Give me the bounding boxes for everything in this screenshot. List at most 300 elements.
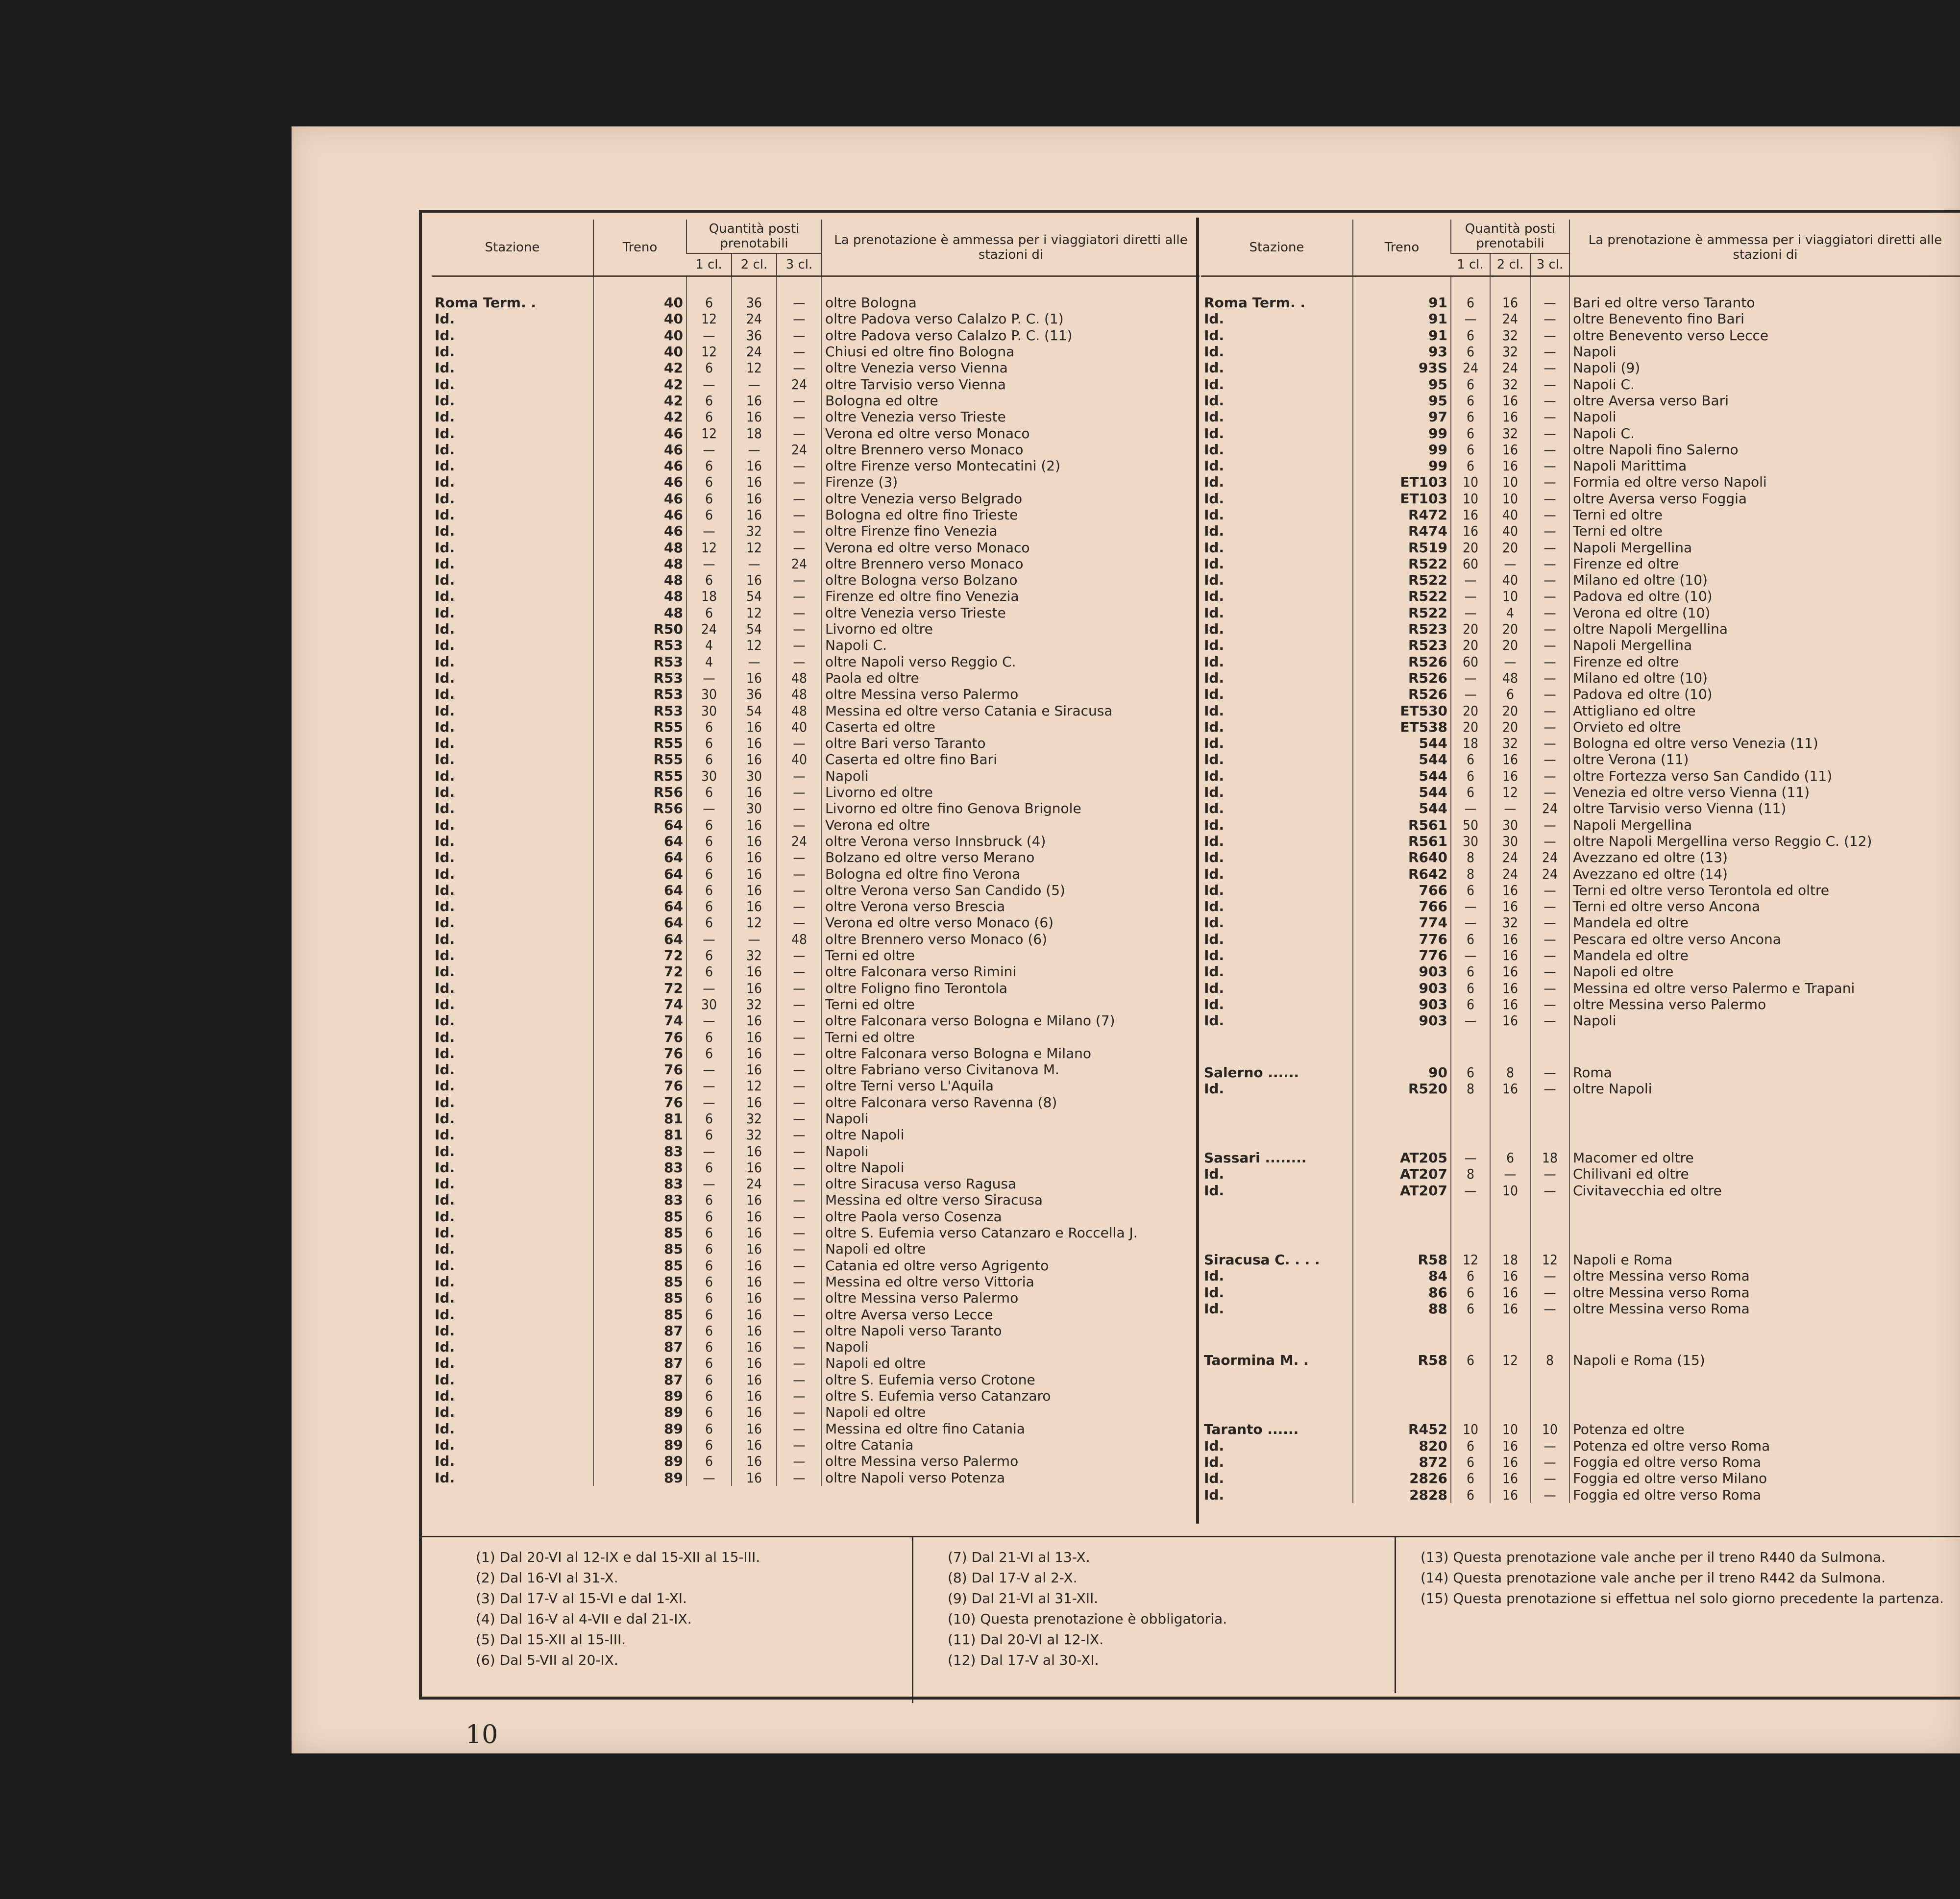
cell-class-2: 16 bbox=[732, 719, 777, 735]
table-row bbox=[432, 1437, 1200, 1453]
cell-destinazioni: oltre Tarvisio verso Vienna bbox=[822, 376, 1200, 392]
empty-cell bbox=[1201, 1029, 1353, 1046]
cell-stazione: Id. bbox=[435, 539, 455, 556]
cell-treno: 72 bbox=[593, 963, 686, 980]
cell-treno: ET538 bbox=[1353, 719, 1451, 735]
table-row bbox=[432, 1355, 1200, 1371]
cell-treno: 40 bbox=[593, 344, 686, 360]
cell-treno: 91 bbox=[1353, 311, 1451, 327]
table-row bbox=[432, 670, 1200, 686]
cell-stazione: Id. bbox=[435, 1257, 455, 1274]
cell-stazione: Id. bbox=[1204, 1080, 1225, 1097]
cell-stazione: Id. bbox=[435, 604, 455, 621]
cell-stazione: Id. bbox=[435, 360, 455, 376]
cell-treno: R526 bbox=[1353, 670, 1451, 686]
cell-class-1: 60 bbox=[1451, 654, 1490, 670]
cell-destinazioni: Napoli Mergellina bbox=[1569, 637, 1960, 653]
cell-treno: 81 bbox=[593, 1127, 686, 1143]
cell-stazione: Id. bbox=[1204, 555, 1225, 572]
empty-cell bbox=[1569, 1199, 1960, 1216]
cell-class-1: 6 bbox=[686, 1388, 732, 1404]
cell-class-3: — bbox=[1530, 670, 1569, 686]
cell-class-1: — bbox=[1451, 311, 1490, 327]
cell-treno: R53 bbox=[593, 702, 686, 718]
cell-class-3: — bbox=[1530, 605, 1569, 621]
cell-class-2: 16 bbox=[732, 833, 777, 849]
cell-stazione: Id. bbox=[1204, 441, 1225, 458]
cell-class-2: — bbox=[732, 376, 777, 392]
cell-treno: 99 bbox=[1353, 425, 1451, 441]
cell-class-2: 48 bbox=[1490, 670, 1530, 686]
table-row bbox=[1201, 474, 1960, 490]
cell-class-3: — bbox=[777, 1274, 822, 1290]
cell-class-2: 16 bbox=[1490, 980, 1530, 996]
cell-destinazioni: Bologna ed oltre verso Venezia (11) bbox=[1569, 735, 1960, 751]
table-row bbox=[432, 1208, 1200, 1225]
cell-stazione: Id. bbox=[435, 1208, 455, 1225]
cell-class-3: — bbox=[777, 1258, 822, 1274]
cell-class-1: 12 bbox=[1451, 1252, 1490, 1268]
cell-class-2: 24 bbox=[1490, 360, 1530, 376]
cell-stazione: Id. bbox=[435, 947, 455, 964]
table-row bbox=[432, 276, 1200, 311]
cell-class-1: 6 bbox=[1451, 1487, 1490, 1503]
cell-stazione: Id. bbox=[435, 996, 455, 1012]
table-row bbox=[1201, 409, 1960, 425]
cell-class-2: 20 bbox=[1490, 719, 1530, 735]
cell-treno: R561 bbox=[1353, 833, 1451, 849]
empty-cell bbox=[1490, 1216, 1530, 1234]
table-row bbox=[1201, 751, 1960, 767]
cell-stazione: Id. bbox=[435, 1290, 455, 1307]
cell-treno: R523 bbox=[1353, 637, 1451, 653]
empty-cell bbox=[1569, 1114, 1960, 1132]
cell-class-1: 8 bbox=[1451, 865, 1490, 882]
table-row bbox=[432, 1306, 1200, 1322]
table-row bbox=[432, 409, 1200, 425]
cell-class-2: 16 bbox=[732, 507, 777, 523]
cell-class-2: 16 bbox=[1490, 1268, 1530, 1284]
empty-cell bbox=[1490, 1404, 1530, 1421]
cell-class-3: — bbox=[1530, 523, 1569, 539]
cell-treno: R561 bbox=[1353, 817, 1451, 833]
cell-class-3: — bbox=[1530, 588, 1569, 604]
cell-destinazioni: Napoli Mergellina bbox=[1569, 817, 1960, 833]
cell-class-3: — bbox=[777, 1208, 822, 1225]
table-row bbox=[432, 800, 1200, 816]
cell-treno: 87 bbox=[593, 1323, 686, 1339]
cell-stazione: Id. bbox=[435, 474, 455, 491]
cell-stazione: Id. bbox=[435, 458, 455, 474]
cell-destinazioni: oltre Napoli bbox=[1569, 1081, 1960, 1097]
cell-stazione: Id. bbox=[435, 882, 455, 898]
table-row bbox=[432, 1094, 1200, 1110]
cell-class-2: 16 bbox=[1490, 996, 1530, 1012]
empty-cell bbox=[1451, 1368, 1490, 1386]
cell-stazione: Id. bbox=[1204, 392, 1225, 409]
cell-destinazioni: oltre Messina verso Palermo bbox=[1569, 996, 1960, 1012]
cell-class-3: 24 bbox=[777, 442, 822, 458]
spacer-row bbox=[1201, 1097, 1960, 1114]
cell-stazione: Id. bbox=[435, 555, 455, 572]
cell-class-3: — bbox=[777, 523, 822, 539]
cell-class-1: 8 bbox=[1451, 849, 1490, 865]
cell-treno: 46 bbox=[593, 523, 686, 539]
cell-treno: 46 bbox=[593, 507, 686, 523]
cell-class-3: — bbox=[1530, 425, 1569, 441]
cell-class-2: 32 bbox=[1490, 376, 1530, 392]
cell-class-3: — bbox=[777, 1143, 822, 1159]
cell-class-1: — bbox=[686, 931, 732, 947]
cell-class-3: — bbox=[777, 605, 822, 621]
empty-cell bbox=[1569, 1404, 1960, 1421]
cell-destinazioni: oltre Padova verso Calalzo P. C. (1) bbox=[822, 311, 1200, 327]
cell-class-3: — bbox=[777, 1061, 822, 1078]
cell-class-1: 6 bbox=[686, 784, 732, 800]
cell-class-1: 6 bbox=[1451, 784, 1490, 800]
cell-treno: 48 bbox=[593, 556, 686, 572]
page-number: 10 bbox=[466, 1720, 498, 1750]
cell-stazione: Id. bbox=[435, 1176, 455, 1192]
cell-destinazioni: Mandela ed oltre bbox=[1569, 914, 1960, 931]
cell-class-3: — bbox=[777, 276, 822, 311]
table-row bbox=[432, 1143, 1200, 1159]
cell-class-2: 16 bbox=[732, 784, 777, 800]
cell-destinazioni: oltre Venezia verso Belgrado bbox=[822, 491, 1200, 507]
table-row bbox=[432, 931, 1200, 947]
empty-cell bbox=[1451, 1029, 1490, 1046]
cell-destinazioni: Avezzano ed oltre (14) bbox=[1569, 865, 1960, 882]
table-row bbox=[1201, 1470, 1960, 1486]
table-row bbox=[1201, 425, 1960, 441]
cell-destinazioni: Chiusi ed oltre fino Bologna bbox=[822, 344, 1200, 360]
cell-class-2: 40 bbox=[1490, 572, 1530, 588]
table-row bbox=[432, 784, 1200, 800]
cell-class-3: — bbox=[777, 654, 822, 670]
cell-class-2: 12 bbox=[732, 360, 777, 376]
cell-treno: 76 bbox=[593, 1061, 686, 1078]
cell-class-1: 6 bbox=[686, 817, 732, 833]
cell-class-1: 12 bbox=[686, 425, 732, 441]
cell-destinazioni: Formia ed oltre verso Napoli bbox=[1569, 474, 1960, 490]
cell-treno: 97 bbox=[1353, 409, 1451, 425]
cell-class-3: — bbox=[1530, 1487, 1569, 1503]
cell-class-1: 6 bbox=[686, 1290, 732, 1306]
cell-class-1: 20 bbox=[1451, 539, 1490, 555]
cell-destinazioni: Napoli ed oltre bbox=[822, 1355, 1200, 1371]
cell-class-1: 6 bbox=[1451, 1438, 1490, 1454]
cell-class-3: — bbox=[1530, 1301, 1569, 1317]
cell-class-2: 20 bbox=[1490, 621, 1530, 637]
cell-class-3: — bbox=[1530, 817, 1569, 833]
cell-class-2: 18 bbox=[732, 425, 777, 441]
cell-class-2: 16 bbox=[732, 1045, 777, 1061]
cell-class-2: 16 bbox=[732, 980, 777, 996]
table-row bbox=[1201, 1183, 1960, 1199]
cell-class-1: 6 bbox=[1451, 1268, 1490, 1284]
spacer-row bbox=[1201, 1029, 1960, 1046]
cell-destinazioni: oltre Bologna verso Bolzano bbox=[822, 572, 1200, 588]
cell-class-3: — bbox=[777, 1323, 822, 1339]
cell-class-2: 16 bbox=[732, 1192, 777, 1208]
cell-destinazioni: Napoli e Roma bbox=[1569, 1252, 1960, 1268]
cell-class-2: 32 bbox=[732, 1110, 777, 1127]
cell-stazione: Id. bbox=[1204, 523, 1225, 540]
cell-destinazioni: oltre S. Eufemia verso Crotone bbox=[822, 1372, 1200, 1388]
cell-class-1: 6 bbox=[686, 1306, 732, 1322]
cell-stazione: Id. bbox=[1204, 931, 1225, 947]
cell-stazione: Id. bbox=[435, 1029, 455, 1045]
header-class-1-right: 1 cl. bbox=[1451, 253, 1490, 276]
cell-treno: 93S bbox=[1353, 360, 1451, 376]
cell-class-3: — bbox=[1530, 1454, 1569, 1470]
empty-cell bbox=[1451, 1386, 1490, 1404]
cell-treno: 40 bbox=[593, 276, 686, 311]
empty-cell bbox=[1490, 1317, 1530, 1334]
cell-class-3: — bbox=[1530, 572, 1569, 588]
cell-destinazioni: oltre Napoli verso Potenza bbox=[822, 1469, 1200, 1485]
table-row bbox=[1201, 931, 1960, 947]
empty-cell bbox=[1353, 1199, 1451, 1216]
empty-cell bbox=[1530, 1199, 1569, 1216]
cell-destinazioni: oltre Benevento fino Bari bbox=[1569, 311, 1960, 327]
table-row bbox=[432, 963, 1200, 980]
table-row bbox=[1201, 1064, 1960, 1080]
table-row bbox=[432, 1045, 1200, 1061]
empty-cell bbox=[1569, 1334, 1960, 1352]
cell-class-2: 16 bbox=[732, 1258, 777, 1274]
cell-stazione: Id. bbox=[1204, 1284, 1225, 1301]
cell-stazione: Id. bbox=[435, 653, 455, 670]
cell-destinazioni: oltre Tarvisio verso Vienna (11) bbox=[1569, 800, 1960, 816]
cell-class-3: — bbox=[1530, 751, 1569, 767]
cell-stazione: Id. bbox=[435, 914, 455, 931]
cell-destinazioni: oltre Verona (11) bbox=[1569, 751, 1960, 767]
table-row bbox=[432, 1290, 1200, 1306]
table-row bbox=[1201, 1284, 1960, 1300]
right-timetable bbox=[1201, 220, 1960, 1503]
header-posti: Quantità posti prenotabili bbox=[686, 220, 822, 253]
cell-class-3: — bbox=[777, 1241, 822, 1257]
header-class-2: 2 cl. bbox=[732, 253, 777, 276]
table-row bbox=[432, 1323, 1200, 1339]
table-row bbox=[432, 442, 1200, 458]
cell-treno: 48 bbox=[593, 572, 686, 588]
cell-class-2: 10 bbox=[1490, 491, 1530, 507]
table-row bbox=[1201, 1012, 1960, 1029]
cell-stazione: Id. bbox=[435, 931, 455, 947]
cell-destinazioni: oltre Fortezza verso San Candido (11) bbox=[1569, 768, 1960, 784]
cell-class-3: — bbox=[777, 1420, 822, 1436]
empty-cell bbox=[1451, 1317, 1490, 1334]
table-row bbox=[1201, 507, 1960, 523]
cell-destinazioni: Terni ed oltre bbox=[822, 947, 1200, 963]
cell-treno: R53 bbox=[593, 654, 686, 670]
cell-stazione: Id. bbox=[435, 409, 455, 425]
cell-class-2: 6 bbox=[1490, 686, 1530, 702]
empty-cell bbox=[1353, 1317, 1451, 1334]
cell-class-1: — bbox=[686, 1061, 732, 1078]
cell-destinazioni: Terni ed oltre verso Ancona bbox=[1569, 898, 1960, 914]
cell-class-3: — bbox=[1530, 963, 1569, 980]
cell-destinazioni: Bolzano ed oltre verso Merano bbox=[822, 849, 1200, 865]
cell-class-3: — bbox=[1530, 327, 1569, 344]
cell-class-1: 16 bbox=[1451, 523, 1490, 539]
cell-destinazioni: Mandela ed oltre bbox=[1569, 947, 1960, 963]
header-posti-right: Quantità posti prenotabili bbox=[1451, 220, 1569, 253]
cell-class-1: 20 bbox=[1451, 637, 1490, 653]
cell-treno: 99 bbox=[1353, 442, 1451, 458]
table-row bbox=[1201, 996, 1960, 1012]
table-row bbox=[432, 1078, 1200, 1094]
cell-class-1: 6 bbox=[686, 458, 732, 474]
cell-destinazioni: oltre Firenze verso Montecatini (2) bbox=[822, 458, 1200, 474]
cell-treno: 544 bbox=[1353, 735, 1451, 751]
cell-class-1: 16 bbox=[1451, 507, 1490, 523]
table-row bbox=[1201, 1352, 1960, 1368]
cell-destinazioni: Roma bbox=[1569, 1064, 1960, 1080]
cell-destinazioni: oltre S. Eufemia verso Catanzaro e Roccella J. bbox=[822, 1225, 1200, 1241]
cell-stazione: Id. bbox=[1204, 344, 1225, 360]
cell-destinazioni: Verona ed oltre verso Monaco bbox=[822, 425, 1200, 441]
cell-class-2: 16 bbox=[732, 865, 777, 882]
cell-destinazioni: Napoli ed oltre bbox=[822, 1241, 1200, 1257]
cell-stazione: Id. bbox=[1204, 784, 1225, 801]
cell-class-3: — bbox=[1530, 442, 1569, 458]
cell-class-3: — bbox=[777, 865, 822, 882]
empty-cell bbox=[1530, 1114, 1569, 1132]
table-row bbox=[1201, 588, 1960, 604]
cell-class-2: 12 bbox=[732, 914, 777, 931]
cell-class-1: — bbox=[1451, 588, 1490, 604]
cell-stazione: Id. bbox=[435, 849, 455, 866]
cell-destinazioni: oltre Fabriano verso Civitanova M. bbox=[822, 1061, 1200, 1078]
cell-stazione: Id. bbox=[1204, 409, 1225, 425]
cell-class-2: 16 bbox=[732, 1061, 777, 1078]
cell-stazione: Id. bbox=[435, 392, 455, 409]
table-row bbox=[432, 425, 1200, 441]
empty-cell bbox=[1569, 1097, 1960, 1114]
cell-stazione: Id. bbox=[435, 800, 455, 817]
cell-class-3: — bbox=[777, 1159, 822, 1176]
cell-class-2: — bbox=[732, 442, 777, 458]
cell-class-3: — bbox=[1530, 719, 1569, 735]
cell-stazione: Id. bbox=[1204, 311, 1225, 327]
cell-destinazioni: oltre Terni verso L'Aquila bbox=[822, 1078, 1200, 1094]
footnote: (12) Dal 17-V al 30-XI. bbox=[948, 1652, 1099, 1668]
cell-class-3: — bbox=[1530, 735, 1569, 751]
cell-treno: R56 bbox=[593, 800, 686, 816]
cell-destinazioni: oltre Siracusa verso Ragusa bbox=[822, 1176, 1200, 1192]
cell-treno: 86 bbox=[1353, 1284, 1451, 1300]
cell-class-2: 24 bbox=[732, 344, 777, 360]
cell-stazione: Id. bbox=[1204, 735, 1225, 752]
cell-class-2: 10 bbox=[1490, 1421, 1530, 1437]
cell-treno: R472 bbox=[1353, 507, 1451, 523]
table-row bbox=[1201, 1438, 1960, 1454]
cell-treno: AT207 bbox=[1353, 1166, 1451, 1182]
table-row bbox=[432, 393, 1200, 409]
cell-class-2: 20 bbox=[1490, 637, 1530, 653]
table-row bbox=[1201, 670, 1960, 686]
cell-class-3: — bbox=[777, 784, 822, 800]
cell-destinazioni: Macomer ed oltre bbox=[1569, 1150, 1960, 1166]
cell-class-1: 6 bbox=[686, 1453, 732, 1469]
cell-treno: 76 bbox=[593, 1045, 686, 1061]
cell-stazione: Id. bbox=[435, 833, 455, 849]
empty-cell bbox=[1569, 1368, 1960, 1386]
footnotes bbox=[422, 1536, 1960, 1703]
cell-class-2: 16 bbox=[732, 963, 777, 980]
cell-treno: 74 bbox=[593, 996, 686, 1012]
cell-treno: 544 bbox=[1353, 751, 1451, 767]
cell-class-2: 16 bbox=[732, 1469, 777, 1485]
cell-class-3: — bbox=[777, 1192, 822, 1208]
table-row bbox=[432, 360, 1200, 376]
right-table-section bbox=[1201, 220, 1960, 1503]
cell-destinazioni: Potenza ed oltre bbox=[1569, 1421, 1960, 1437]
cell-class-3: — bbox=[1530, 474, 1569, 490]
cell-treno: 76 bbox=[593, 1029, 686, 1045]
cell-class-2: 8 bbox=[1490, 1064, 1530, 1080]
cell-class-1: — bbox=[686, 556, 732, 572]
table-row bbox=[1201, 572, 1960, 588]
cell-stazione: Id. bbox=[1204, 767, 1225, 784]
cell-treno: 544 bbox=[1353, 768, 1451, 784]
empty-cell bbox=[1201, 1404, 1353, 1421]
cell-class-2: 16 bbox=[1490, 1454, 1530, 1470]
table-row bbox=[432, 768, 1200, 784]
cell-class-2: 32 bbox=[1490, 344, 1530, 360]
empty-cell bbox=[1201, 1132, 1353, 1150]
cell-class-1: 6 bbox=[1451, 458, 1490, 474]
cell-class-2: 16 bbox=[1490, 1487, 1530, 1503]
table-row bbox=[432, 1420, 1200, 1436]
cell-class-1: 6 bbox=[686, 276, 732, 311]
cell-treno: 76 bbox=[593, 1094, 686, 1110]
cell-class-1: — bbox=[686, 1143, 732, 1159]
cell-stazione: Roma Term. . bbox=[435, 295, 536, 311]
cell-treno: 46 bbox=[593, 442, 686, 458]
cell-treno: 64 bbox=[593, 865, 686, 882]
table-row bbox=[1201, 605, 1960, 621]
cell-class-3: — bbox=[1530, 882, 1569, 898]
cell-destinazioni: Avezzano ed oltre (13) bbox=[1569, 849, 1960, 865]
cell-class-2: 16 bbox=[1490, 963, 1530, 980]
cell-treno: 72 bbox=[593, 980, 686, 996]
empty-cell bbox=[1451, 1334, 1490, 1352]
cell-treno: 72 bbox=[593, 947, 686, 963]
cell-class-2: 16 bbox=[732, 491, 777, 507]
cell-class-1: 6 bbox=[686, 947, 732, 963]
cell-class-3: — bbox=[1530, 539, 1569, 555]
cell-stazione: Id. bbox=[435, 1339, 455, 1356]
cell-destinazioni: Napoli bbox=[1569, 409, 1960, 425]
footnote: (14) Questa prenotazione vale anche per il treno R442 da Sulmona. bbox=[1421, 1570, 1886, 1586]
cell-class-2: 16 bbox=[732, 1323, 777, 1339]
footnotes-column-1 bbox=[476, 1547, 878, 1671]
table-row bbox=[1201, 654, 1960, 670]
footnote: (9) Dal 21-VI al 31-XII. bbox=[948, 1590, 1099, 1606]
cell-class-2: 24 bbox=[732, 1176, 777, 1192]
cell-class-3: — bbox=[777, 1339, 822, 1355]
cell-stazione: Id. bbox=[435, 1469, 455, 1486]
cell-class-3: — bbox=[1530, 914, 1569, 931]
cell-stazione: Id. bbox=[1204, 898, 1225, 915]
cell-destinazioni: oltre Napoli Mergellina verso Reggio C. (12) bbox=[1569, 833, 1960, 849]
cell-stazione: Id. bbox=[435, 425, 455, 442]
header-class-3-right: 3 cl. bbox=[1530, 253, 1569, 276]
